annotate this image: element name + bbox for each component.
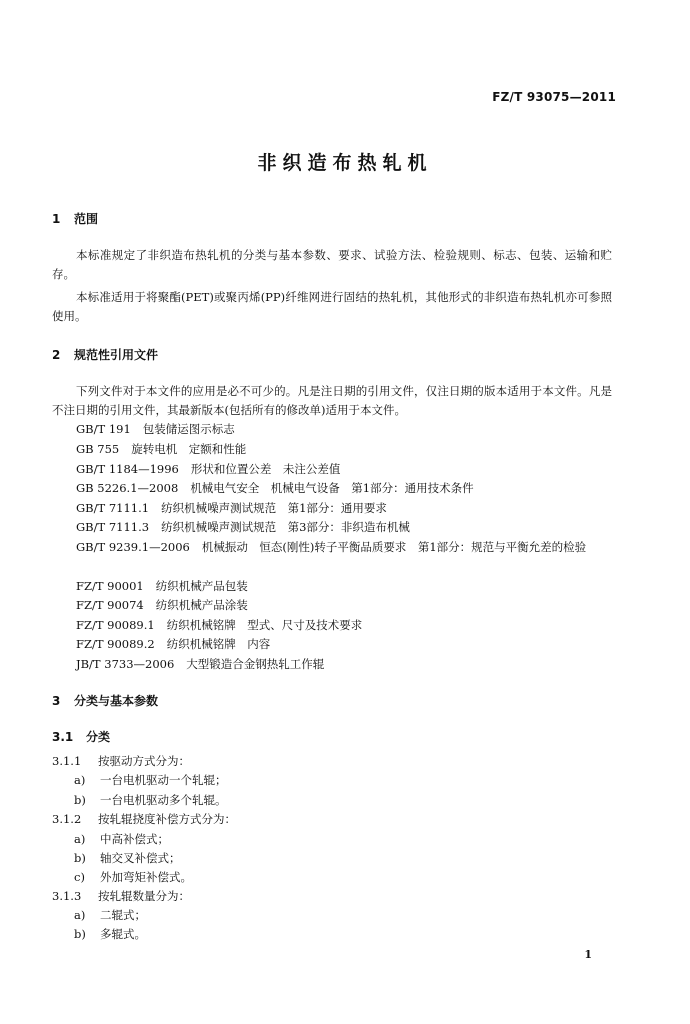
reference-code: FZ/T 90074: [76, 598, 144, 612]
list-text: 外加弯矩补偿式。: [100, 870, 192, 884]
reference-item: [52, 460, 612, 479]
clause-text: 按轧辊数量分为：: [98, 889, 190, 903]
reference-item: [52, 596, 612, 615]
reference-title: 纺织机械噪声测试规范 第3部分：非织造布机械: [161, 520, 410, 534]
clause-text: 按轧辊挠度补偿方式分为：: [98, 812, 236, 826]
reference-code: FZ/T 90001: [76, 579, 144, 593]
reference-title: 机械电气安全 机械电气设备 第1部分：通用技术条件: [190, 481, 474, 495]
scope-paragraph-1: 本标准规定了非织造布热轧机的分类与基本参数、要求、试验方法、检验规则、标志、包装、运输和贮存。: [52, 248, 612, 281]
clause-number: 3.1.2: [52, 812, 82, 826]
reference-code: JB/T 3733—2006: [76, 657, 175, 671]
scope-paragraph-2: 本标准适用于将聚酯(PET)或聚丙烯(PP)纤维网进行固结的热轧机，其他形式的非织造布热轧机亦可参照使用。: [52, 290, 612, 323]
list-item: [74, 906, 146, 925]
reference-title: 包装储运图示标志: [142, 422, 235, 436]
reference-code: GB/T 7111.3: [76, 520, 150, 534]
section-2-heading: [52, 346, 158, 363]
list-text: 轴交叉补偿式；: [100, 851, 181, 865]
clause-number: 3.1.3: [52, 889, 82, 903]
section-title: 规范性引用文件: [74, 348, 159, 362]
list-label: b): [74, 851, 86, 865]
section-title: 范围: [74, 212, 99, 226]
clause-3-1-1: [52, 752, 190, 771]
page-number: 1: [584, 948, 592, 961]
list-text: 一台电机驱动多个轧辊。: [100, 793, 227, 807]
reference-title: 纺织机械产品涂装: [155, 598, 248, 612]
reference-title: 机械振动 恒态(刚性)转子平衡品质要求 第1部分：规范与平衡允差的检验: [201, 540, 587, 554]
list-item: [74, 868, 192, 887]
list-label: a): [74, 773, 86, 787]
section-number: 1: [52, 212, 61, 226]
list-text: 一台电机驱动一个轧辊；: [100, 773, 227, 787]
clause-3-1-3: [52, 887, 190, 906]
list-label: b): [74, 793, 86, 807]
document-title: 非织造布热轧机: [257, 152, 433, 174]
section-3-heading: [52, 692, 158, 709]
list-text: 二辊式；: [100, 908, 146, 922]
reference-title: 纺织机械铭牌 型式、尺寸及技术要求: [166, 618, 363, 632]
reference-title: 旋转电机 定额和性能: [131, 442, 247, 456]
reference-title: 纺织机械铭牌 内容: [166, 637, 271, 651]
reference-code: GB 5226.1—2008: [76, 481, 179, 495]
reference-code: GB/T 191: [76, 422, 131, 436]
section-3-1-heading: [52, 728, 110, 745]
reference-item: [52, 616, 612, 635]
reference-title: 大型锻造合金钢热轧工作辊: [186, 657, 325, 671]
reference-item: [52, 420, 612, 439]
list-text: 多辊式。: [100, 927, 146, 941]
list-item: [74, 771, 227, 790]
reference-item: [52, 479, 612, 498]
reference-code: FZ/T 90089.2: [76, 637, 155, 651]
reference-title: 形状和位置公差 未注公差值: [190, 462, 341, 476]
reference-code: GB/T 7111.1: [76, 501, 150, 515]
list-item: [74, 925, 146, 944]
reference-code: GB/T 1184—1996: [76, 462, 179, 476]
reference-item: [52, 577, 612, 596]
reference-item: [52, 518, 612, 537]
reference-item: [52, 635, 612, 654]
reference-code: GB/T 9239.1—2006: [76, 540, 190, 554]
standard-code: FZ/T 93075—2011: [492, 90, 616, 104]
list-label: c): [74, 870, 85, 884]
clause-number: 3.1.1: [52, 754, 82, 768]
list-label: a): [74, 908, 86, 922]
section-1-heading: [52, 210, 98, 227]
reference-code: GB 755: [76, 442, 120, 456]
section-number: 3: [52, 694, 61, 708]
reference-code: FZ/T 90089.1: [76, 618, 155, 632]
list-item: [74, 849, 181, 868]
reference-item: [52, 538, 612, 557]
section-number: 3.1: [52, 730, 74, 744]
reference-title: 纺织机械产品包装: [155, 579, 248, 593]
clause-text: 按驱动方式分为：: [98, 754, 190, 768]
clause-3-1-2: [52, 810, 236, 829]
reference-item: [52, 440, 612, 459]
reference-item: [52, 655, 612, 674]
references-intro: 下列文件对于本文件的应用是必不可少的。凡是注日期的引用文件，仅注日期的版本适用于本文件。凡是不注日期的引用文件，其最新版本(包括所有的修改单)适用于本文件。: [52, 384, 612, 417]
list-item: [74, 830, 169, 849]
reference-item: [52, 499, 612, 518]
section-title: 分类与基本参数: [74, 694, 159, 708]
section-number: 2: [52, 348, 61, 362]
list-text: 中高补偿式；: [100, 832, 169, 846]
section-title: 分类: [86, 730, 111, 744]
list-item: [74, 791, 227, 810]
list-label: b): [74, 927, 86, 941]
reference-title: 纺织机械噪声测试规范 第1部分：通用要求: [161, 501, 387, 515]
list-label: a): [74, 832, 86, 846]
